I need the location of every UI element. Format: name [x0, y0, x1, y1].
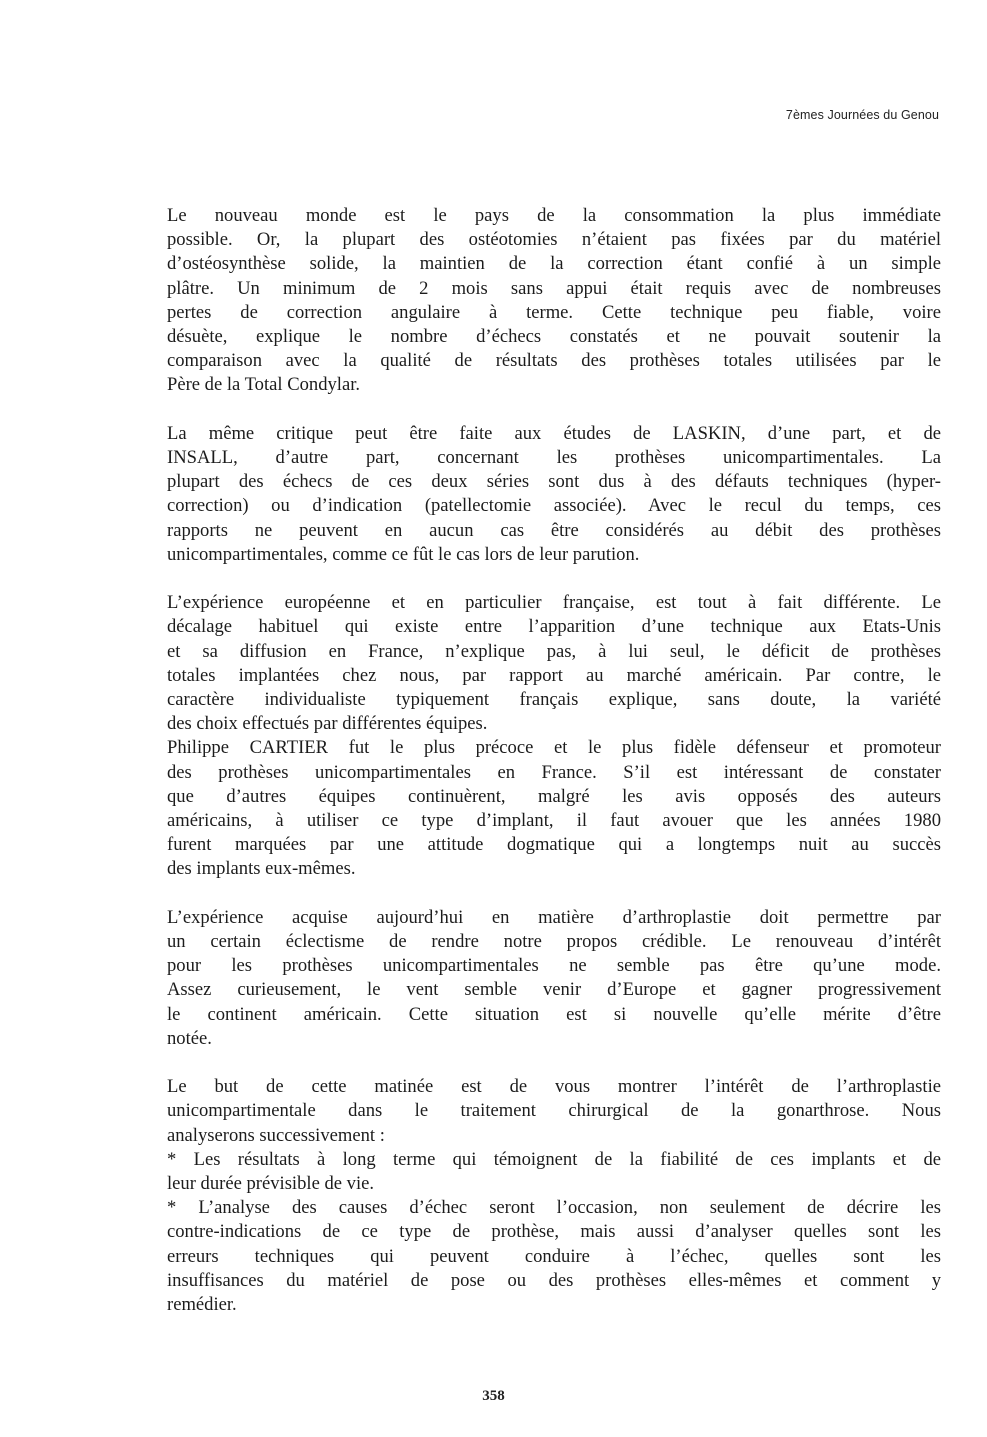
text-line: et sa diffusion en France, n’explique pas, à lui seul, le déficit de prothèses	[167, 640, 941, 662]
text-line: notée.	[167, 1027, 212, 1049]
text-line: furent marquées par une attitude dogmatique qui a longtemps nuit au succès	[167, 834, 941, 856]
text-line: possible. Or, la plupart des ostéotomies n’étaient pas fixées par du matériel	[167, 229, 941, 251]
text-line: décalage habituel qui existe entre l’apparition d’une technique aux Etats-Unis	[167, 616, 941, 638]
paragraph-2	[167, 422, 941, 567]
text-line: américains, à utiliser ce type d’implant, il faut avouer que les années 1980	[167, 810, 941, 832]
text-line: leur durée prévisible de vie.	[167, 1173, 375, 1195]
text-line: unicompartimentales, comme ce fût le cas lors de leur parution.	[167, 543, 640, 565]
paragraph-3	[167, 591, 941, 881]
body-text	[167, 204, 941, 1341]
text-line: insuffisances du matériel de pose ou des prothèses elles-mêmes et comment y	[167, 1269, 941, 1291]
text-line: Le but de cette matinée est de vous montrer l’intérêt de l’arthroplastie	[167, 1076, 941, 1098]
text-line: pertes de correction angulaire à terme. Cette technique peu fiable, voire	[167, 301, 941, 323]
text-line: INSALL, d’autre part, concernant les prothèses unicompartimentales. La	[167, 447, 941, 469]
text-line: L’expérience européenne et en particulier française, est tout à fait différente. Le	[167, 592, 941, 614]
text-line: * Les résultats à long terme qui témoignent de la fiabilité de ces implants et de	[167, 1148, 941, 1170]
text-line: Le nouveau monde est le pays de la consommation la plus immédiate	[167, 205, 941, 226]
text-line: un certain éclectisme de rendre notre propos crédible. Le renouveau d’intérêt	[167, 931, 941, 953]
text-line: unicompartimentale dans le traitement chirurgical de la gonarthrose. Nous	[167, 1100, 941, 1122]
text-line: d’ostéosynthèse solide, la maintien de la correction étant confié à un simple	[167, 253, 941, 275]
text-line: des choix effectués par différentes équipes.	[167, 713, 488, 735]
text-line: L’expérience acquise aujourd’hui en matière d’arthroplastie doit permettre par	[167, 906, 941, 928]
running-header: 7èmes Journées du Genou	[785, 108, 939, 122]
text-line: contre-indications de ce type de prothèse, mais aussi d’analyser quelles sont les	[167, 1221, 941, 1243]
text-line: comparaison avec la qualité de résultats des prothèses totales utilisées par le	[167, 350, 941, 372]
page-number: 358	[482, 1388, 505, 1404]
text-line: des prothèses unicompartimentales en France. S’il est intéressant de constater	[167, 761, 941, 783]
text-line: analyserons successivement :	[167, 1124, 385, 1146]
text-line: caractère individualiste typiquement français explique, sans doute, la variété	[167, 689, 941, 711]
text-line: plupart des échecs de ces deux séries sont dus à des défauts techniques (hyper-	[167, 471, 941, 493]
text-line: totales implantées chez nous, par rapport au marché américain. Par contre, le	[167, 664, 941, 686]
text-line: La même critique peut être faite aux études de LASKIN, d’une part, et de	[167, 422, 941, 444]
text-line: rapports ne peuvent en aucun cas être considérés au débit des prothèses	[167, 519, 941, 541]
bullet-item	[167, 1196, 941, 1317]
text-line: que d’autres équipes continuèrent, malgré les avis opposés des auteurs	[167, 785, 941, 807]
text-line: remédier.	[167, 1294, 237, 1316]
paragraph-1	[167, 204, 941, 398]
text-line: le continent américain. Cette situation est si nouvelle qu’elle mérite d’être	[167, 1003, 941, 1025]
text-line: pour les prothèses unicompartimentales ne semble pas être qu’une mode.	[167, 955, 941, 977]
text-line: des implants eux-mêmes.	[167, 858, 356, 880]
text-line: plâtre. Un minimum de 2 mois sans appui était requis avec de nombreuses	[167, 277, 941, 299]
text-line: erreurs techniques qui peuvent conduire à l’échec, quelles sont les	[167, 1245, 941, 1267]
text-line: désuète, explique le nombre d’échecs constatés et ne pouvait soutenir la	[167, 326, 941, 348]
text-line: correction) ou d’indication (patellectomie associée). Avec le recul du temps, ces	[167, 495, 941, 517]
text-line: Assez curieusement, le vent semble venir d’Europe et gagner progressivement	[167, 979, 941, 1001]
text-line: * L’analyse des causes d’échec seront l’occasion, non seulement de décrire les	[167, 1197, 941, 1219]
bullet-item	[167, 1148, 941, 1196]
text-line: Philippe CARTIER fut le plus précoce et le plus fidèle défenseur et promoteur	[167, 737, 941, 759]
paragraph-4	[167, 906, 941, 1051]
text-line: Père de la Total Condylar.	[167, 374, 361, 396]
paragraph-5	[167, 1075, 941, 1317]
